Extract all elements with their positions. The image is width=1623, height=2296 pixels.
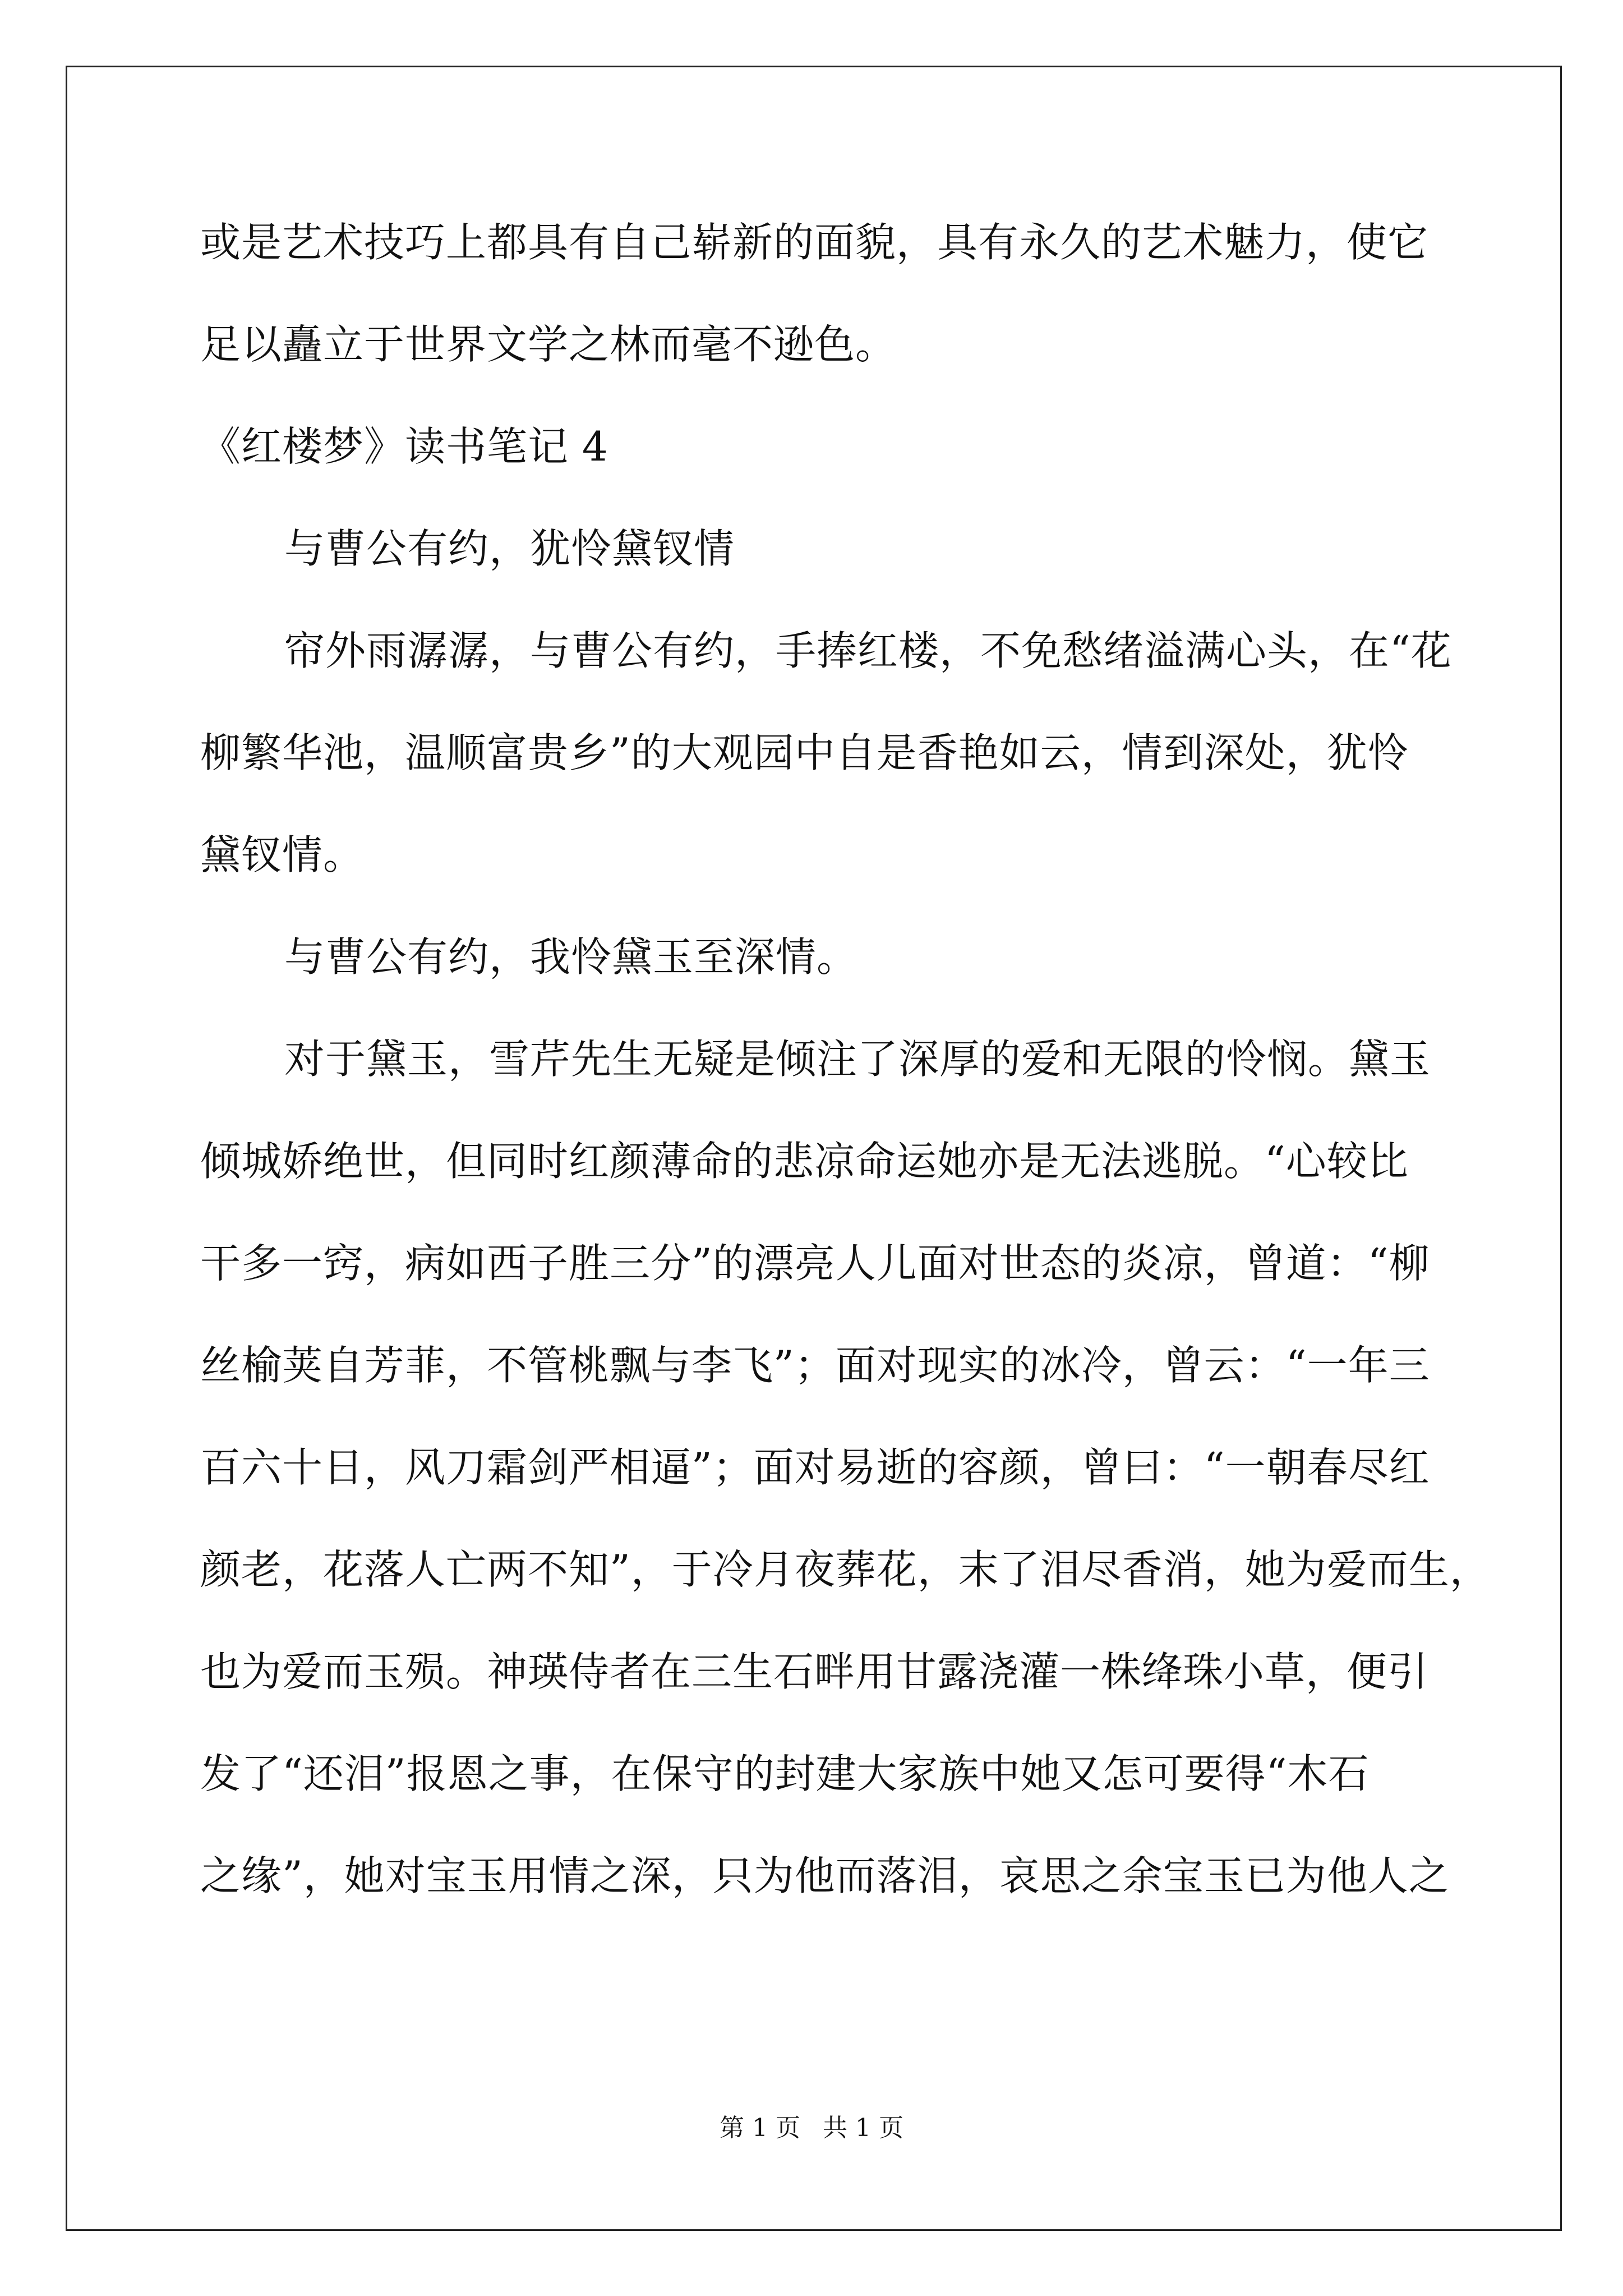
page-footer xyxy=(0,2113,1623,2144)
text-line-1: 或是艺术技巧上都具有自己崭新的面貌，具有永久的艺术魅力，使它 xyxy=(200,219,1429,266)
text-line-8: 与曹公有约，我怜黛玉至深情。 xyxy=(284,933,858,981)
text-line-5: 帘外雨潺潺，与曹公有约，手捧红楼，不免愁绪溢满心头，在“花 xyxy=(284,627,1452,674)
section-subtitle: 与曹公有约，犹怜黛钗情 xyxy=(284,525,735,572)
text-line-17: 之缘”，她对宝玉用情之深，只为他而落泪，哀思之余宝玉已为他人之 xyxy=(200,1852,1450,1899)
text-line-10: 倾城娇绝世，但同时红颜薄命的悲凉命运她亦是无法逃脱。“心较比 xyxy=(200,1138,1409,1185)
text-line-2: 足以矗立于世界文学之林而毫不逊色。 xyxy=(200,321,897,368)
text-line-13: 百六十日，风刀霜剑严相逼”；面对易逝的容颜，曾曰：“一朝春尽红 xyxy=(200,1444,1430,1491)
text-line-16: 发了“还泪”报恩之事，在保守的封建大家族中她又怎可要得“木石 xyxy=(200,1750,1370,1797)
page-total: 共 1 页 xyxy=(823,2114,903,2142)
text-line-11: 干多一窍，病如西子胜三分”的漂亮人儿面对世态的炎凉，曾道：“柳 xyxy=(200,1240,1430,1287)
text-line-12: 丝榆荚自芳菲，不管桃飘与李飞”；面对现实的冰冷，曾云：“一年三 xyxy=(200,1342,1430,1389)
text-line-9: 对于黛玉，雪芹先生无疑是倾注了深厚的爱和无限的怜悯。黛玉 xyxy=(284,1036,1431,1083)
page-number: 第 1 页 xyxy=(720,2114,800,2142)
section-heading: 《红楼梦》读书笔记 4 xyxy=(200,423,608,470)
text-line-15: 也为爱而玉殒。神瑛侍者在三生石畔用甘露浇灌一株绛珠小草，便引 xyxy=(200,1648,1429,1695)
text-line-6: 柳繁华池，温顺富贵乡”的大观园中自是香艳如云，情到深处，犹怜 xyxy=(200,729,1409,776)
text-line-14: 颜老，花落人亡两不知”，于冷月夜葬花，末了泪尽香消，她为爱而生， xyxy=(200,1546,1491,1593)
text-line-7: 黛钗情。 xyxy=(200,831,365,878)
document-body xyxy=(200,218,1491,1953)
